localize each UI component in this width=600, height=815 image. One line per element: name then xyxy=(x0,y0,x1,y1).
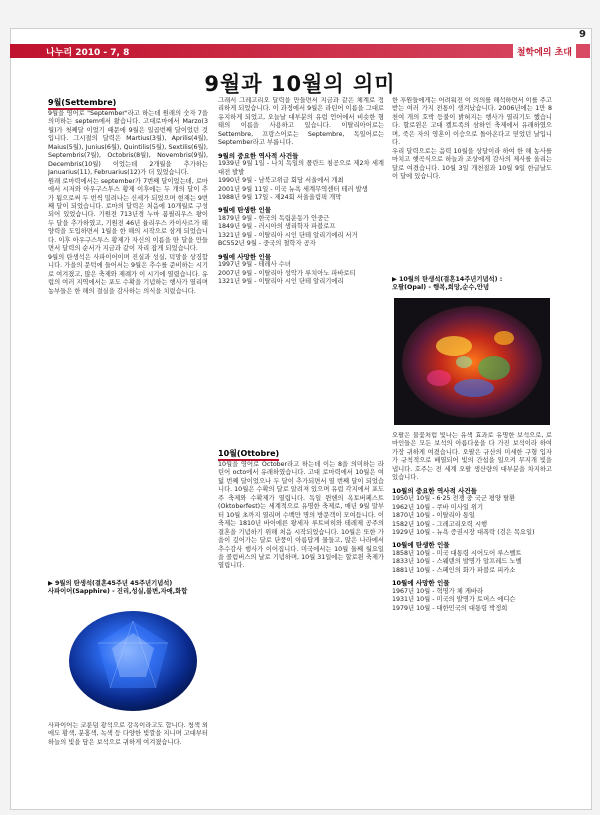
section-october: 10월(Ottobre) xyxy=(218,448,384,461)
column-3-top xyxy=(392,97,552,262)
col2-died-list: 1997년 9월 - 테레사 수녀 2007년 9월 - 이탈리아 성악가 루치아노 파바로티 1321년 9월 - 이탈리아 시인 단테 알리기에리 xyxy=(218,261,356,286)
col2-heading-events: 9월의 중요한 역사적 사건들 xyxy=(218,151,299,160)
col1-paragraph-4-box xyxy=(48,722,208,782)
opal-gem-image xyxy=(394,298,550,425)
col1-paragraph-4: 사파이어는 코룬덤 광석으로 강옥이라고도 합니다. 청색 외에도 황색, 분홍색, 녹색 등 다양한 빛깔을 지니며 고대부터 하늘의 빛을 담은 보석으로 귀하게 여겨졌습니다. xyxy=(48,722,208,746)
page-number: 9 xyxy=(579,29,586,40)
col3-born-list: 1858년 10월 - 미국 대통령 시어도어 루스벨트 1833년 10월 - 스웨덴의 발명가 알프레드 노벨 1881년 10월 - 스페인의 화가 파블로 피카소 xyxy=(392,549,522,574)
col2-born-list: 1879년 9월 - 한국의 독립운동가 안중근 1849년 9월 - 러시아의 생리학자 파블로프 1321년 9월 - 이탈리아 시인 단테 알리기에리 서거 BC552년 9월 - 중국의 철학자 공자 xyxy=(218,214,358,248)
col2-paragraph-2: 10월을 영어로 October라고 하는데 이는 8을 의미하는 라틴어 octo에서 유래하였습니다. 고대 로마력에서 10월은 여덟 번째 달이었으나 두 달이 추가되면서 열 번째 달이 되었습니다. 10월은 수확의 달로 알려져 있으며 유럽 각지에서 포도주 축제와 수확제가 열립니다. 독일 뮌헨의 옥토버페스트(Oktoberfest)는 세계적으로 유명한 축제로, 매년 9월 말부터 10월 초까지 열리며 수백만 명의 방문객이 모여듭니다. 이 축제는 1810년 바이에른 왕세자 루트비히와 테레제 공주의 결혼을 기념하기 위해 처음 시작되었습니다. 10월은 또한 가을이 깊어가는 달로 단풍이 아름답게 물들고, 많은 나라에서 추수감사 행사가 이어집니다. 미국에서는 10월 둘째 월요일을 콜럼버스의 날로 기념하며, 10월 31일에는 할로윈 축제가 열립니다. xyxy=(218,461,384,570)
col3-died-list: 1967년 10월 - 혁명가 체 게바라 1931년 10월 - 미국의 발명가 토머스 에디슨 1979년 10월 - 대한민국의 대통령 박정희 xyxy=(392,587,516,612)
sapphire-gem-image xyxy=(58,603,208,715)
header-section: 철학에의 초대 xyxy=(513,44,576,59)
column-3-bottom xyxy=(392,432,552,782)
column-1 xyxy=(48,97,208,573)
col3-heading-events: 10월의 중요한 역사적 사건들 xyxy=(392,486,477,495)
col1-paragraph-1: 9월을 영어로 "September"라고 하는데 원래의 숫자 7을 의미하는 septem에서 왔습니다. 고대로마에서 Marzo(3월)가 첫째달 이었기 때문에 9월은 일곱번째 달이었던 것입니다. 그시절의 달력은 Martius(3월), Aprilis(4월), Maius(5월), Junius(6월), Quintilis(5월), Sextilis(6월), Septembris(7월), Octobris(8월), Novembris(9월), Decembris(10월) 이었는데 2개월을 추가하는 Januarius(11), Februarius(12)가 더 있었습니다. xyxy=(48,110,208,177)
col2-paragraph-1: 그래서 그레고리오 달력을 만들면서 지금과 같은 체계로 정리하게 되었습니다. 이 과정에서 9월은 라틴어 이름을 그대로 유지하게 되었고, 오늘날 대부분의 유럽 언어에서 비슷한 형태의 이름을 사용하고 있습니다. 이탈리아어로는 Settembre, 프랑스어로는 Septembre, 독일어로는 September라고 부릅니다. xyxy=(218,97,384,147)
col1-paragraph-3: 9월의 탄생석은 사파이어이며 진실과 성실, 덕망을 상징합니다. 가을의 문턱에 들어서는 9월은 추수를 준비하는 시기로 여겨졌고, 많은 축제와 제례가 이 시기에 열렸습니다. 유럽의 여러 지역에서는 포도 수확을 기념하는 행사가 열리며 농부들은 한 해의 결실을 감사하는 의식을 치렀습니다. xyxy=(48,253,208,295)
col3-paragraph-2: 우리 달력으로는 음력 10월을 상달이라 하여 한 해 농사를 마치고 햇곡식으로 하늘과 조상에게 감사의 제사를 올리는 달로 여겼습니다. 10월 3일 개천절과 10월 9일 한글날도 이 달에 있습니다. xyxy=(392,147,552,181)
opal-caption: ▶ 10월의 탄생석(결혼14주년기념석) : 오팔(Opal) - 행복,희망,순수,안녕 xyxy=(392,276,503,291)
section-september: 9월(Settembre) xyxy=(48,97,208,110)
col2-heading-born: 9월에 탄생한 인물 xyxy=(218,206,272,215)
col3-heading-born: 10월에 탄생한 인물 xyxy=(392,541,450,550)
column-2-bottom xyxy=(218,448,384,783)
header-bar xyxy=(10,44,590,58)
page-title: 9월과 10월의 의미 xyxy=(204,72,396,96)
col3-paragraph-3: 오팔은 불꽃처럼 빛나는 유색 효과로 유명한 보석으로, 로마인들은 모든 보석의 아름다움을 다 가진 보석이라 하여 가장 귀하게 여겼습니다. 오팔은 규산의 미세한 구형 입자가 규칙적으로 배열되어 빛의 간섭을 일으켜 무지개 빛을 냅니다. 호주는 전 세계 오팔 생산량의 대부분을 차지하고 있습니다. xyxy=(392,432,552,482)
col2-events-list: 1939년 9월 1일 - 나치 독일의 폴란드 침공으로 제2차 세계대전 발발 1990년 9월 - 남북고위급 회담 서울에서 개최 2001년 9월 11일 - 미국 뉴욕 세계무역센터 테러 발생 1988년 9월 17일 - 제24회 서울올림픽 개막 xyxy=(218,160,384,201)
col3-heading-died: 10월에 사망한 인물 xyxy=(392,579,450,588)
col3-events-list: 1950년 10월 - 6·25 전쟁 중 국군 평양 탈환 1962년 10월 - 쿠바 미사일 위기 1870년 10월 - 이탈리아 통일 1582년 10월 - 그레고리오력 시행 1929년 10월 - 뉴욕 증권시장 대폭락 (검은 목요일) xyxy=(392,495,535,536)
header-issue: 나누리 2010 - 7, 8 xyxy=(46,48,130,58)
col2-heading-died: 9월에 사망한 인물 xyxy=(218,252,272,261)
col1-paragraph-2: 원래 로마력에서는 september가 7번째 달이었는데, 로마에서 시저와 아우구스투스 황제 이후에는 두 개의 달이 추가 됨으로써 두 번씩 밀려나는 신세가 되었으며 현재는 9번째 달이 되었습니다. 로마의 달력은 처음에 10개월로 구성되어 있었습니다. 기원전 713년경 누마 폼필리우스 왕이 두 달을 추가하였고, 기원전 46년 율리우스 카이사르가 태양력을 도입하면서 1월을 한 해의 시작으로 삼게 되었습니다. 이후 아우구스투스 황제가 자신의 이름을 딴 달을 만들면서 달력의 순서가 지금과 같이 자리 잡게 되었습니다. xyxy=(48,177,208,253)
column-2-top xyxy=(218,97,384,443)
col3-paragraph-1: 한 후원들에게는 어려워진 이 의의를 해석하면서 이를 주고 받는 여러 가지 전통이 생겨났습니다. 2006년에는 1만 8천여 개의 호박 등불이 밝혀지는 행사가 열리기도 했습니다. 할로윈은 고대 켈트족의 삼하인 축제에서 유래하였으며, 죽은 자의 영혼이 이승으로 돌아온다고 믿었던 날입니다. xyxy=(392,97,552,147)
sapphire-caption: ▶ 9월의 탄생석(결혼45주년 45주년기념석) 사파이어(Sapphire) - 진리,성실,불변,자애,화합 xyxy=(48,580,188,595)
